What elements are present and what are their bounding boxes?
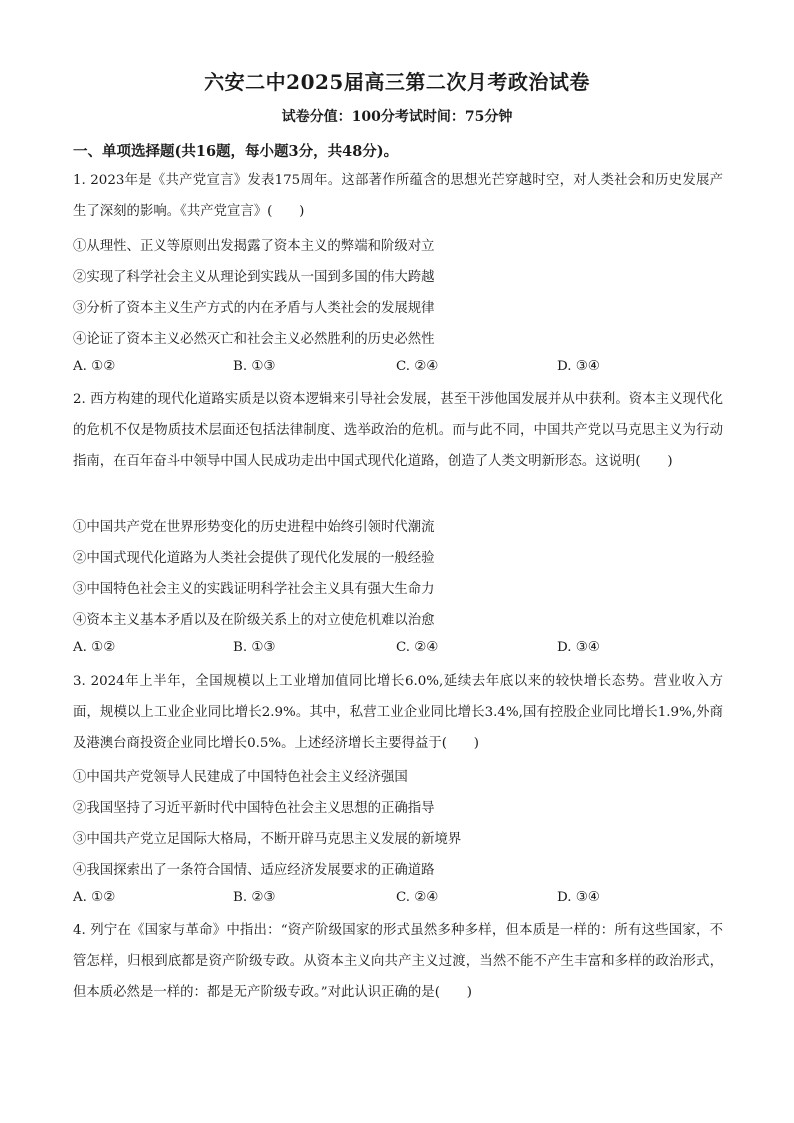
question-3-choice-a: A. ①②: [73, 890, 116, 905]
question-2-choice-b: B. ①③: [233, 640, 276, 655]
question-1-choice-d: D. ③④: [557, 359, 600, 374]
page-title: 六安二中2025届高三第二次月考政治试卷: [204, 70, 590, 94]
question-2-stem: 2. 西方构建的现代化道路实质是以资本逻辑来引导社会发展，甚至干涉他国发展并从中获利。资本主义现代化的危机不仅是物质技术层面还包括法律制度、选举政治的危机。而与此不同，中国共产党以马克思主义为行动指南，在百年奋斗中领导中国人民成功走出中国式现代化道路，创造了人类文明新形态。这说明( ): [73, 392, 723, 469]
question-2-choice-d: D. ③④: [557, 640, 600, 655]
question-1-choice-a: A. ①②: [73, 359, 116, 374]
question-1-stem: 1. 2023年是《共产党宣言》发表175周年。这部著作所蕴含的思想光芒穿越时空，对人类社会和历史发展产生了深刻的影响。《共产党宣言》( ): [73, 173, 723, 219]
question-3-option-1: ①中国共产党领导人民建成了中国特色社会主义经济强国: [73, 770, 408, 785]
question-3-choice-b: B. ②③: [233, 890, 276, 905]
question-1-option-1: ①从理性、正义等原则出发揭露了资本主义的弊端和阶级对立: [73, 239, 435, 254]
question-4-stem: 4. 列宁在《国家与革命》中指出：“资产阶级国家的形式虽然多种多样，但本质是一样的：所有这些国家，不管怎样，归根到底都是资产阶级专政。从资本主义向共产主义过渡，当然不能不产生丰富和多样的政治形式，但本质必然是一样的：都是无产阶级专政。”对此认识正确的是( ): [73, 923, 723, 1000]
question-3-stem: 3. 2024年上半年，全国规模以上工业增加值同比增长6.0%,延续去年底以来的较快增长态势。营业收入方面，规模以上工业企业同比增长2.9%。其中，私营工业企业同比增长3.4%,国有控股企业同比增长1.9%,外商及港澳台商投资企业同比增长0.5%。上述经济增长主要得益于( ): [73, 674, 723, 751]
question-1-option-2: ②实现了科学社会主义从理论到实践从一国到多国的伟大跨越: [73, 270, 435, 285]
question-2-option-4: ④资本主义基本矛盾以及在阶级关系上的对立使危机难以治愈: [73, 613, 435, 628]
question-1-choice-b: B. ①③: [233, 359, 276, 374]
exam-info: 试卷分值：100分考试时间：75分钟: [281, 109, 513, 125]
question-2-option-2: ②中国式现代化道路为人类社会提供了现代化发展的一般经验: [73, 551, 435, 566]
question-2-option-1: ①中国共产党在世界形势变化的历史进程中始终引领时代潮流: [73, 520, 435, 535]
section-heading: 一、单项选择题(共16题，每小题3分，共48分)。: [73, 143, 399, 160]
question-1-option-4: ④论证了资本主义必然灭亡和社会主义必然胜利的历史必然性: [73, 332, 435, 347]
question-2-choice-a: A. ①②: [73, 640, 116, 655]
question-3-option-2: ②我国坚持了习近平新时代中国特色社会主义思想的正确指导: [73, 801, 435, 816]
question-3-option-3: ③中国共产党立足国际大格局，不断开辟马克思主义发展的新境界: [73, 832, 462, 847]
question-3-choice-d: D. ③④: [557, 890, 600, 905]
question-1-choice-c: C. ②④: [396, 359, 439, 374]
question-2-choice-c: C. ②④: [396, 640, 439, 655]
question-2-option-3: ③中国特色社会主义的实践证明科学社会主义具有强大生命力: [73, 582, 435, 597]
question-3-choice-c: C. ②④: [396, 890, 439, 905]
question-1-option-3: ③分析了资本主义生产方式的内在矛盾与人类社会的发展规律: [73, 301, 435, 316]
question-3-option-4: ④我国探索出了一条符合国情、适应经济发展要求的正确道路: [73, 863, 435, 878]
